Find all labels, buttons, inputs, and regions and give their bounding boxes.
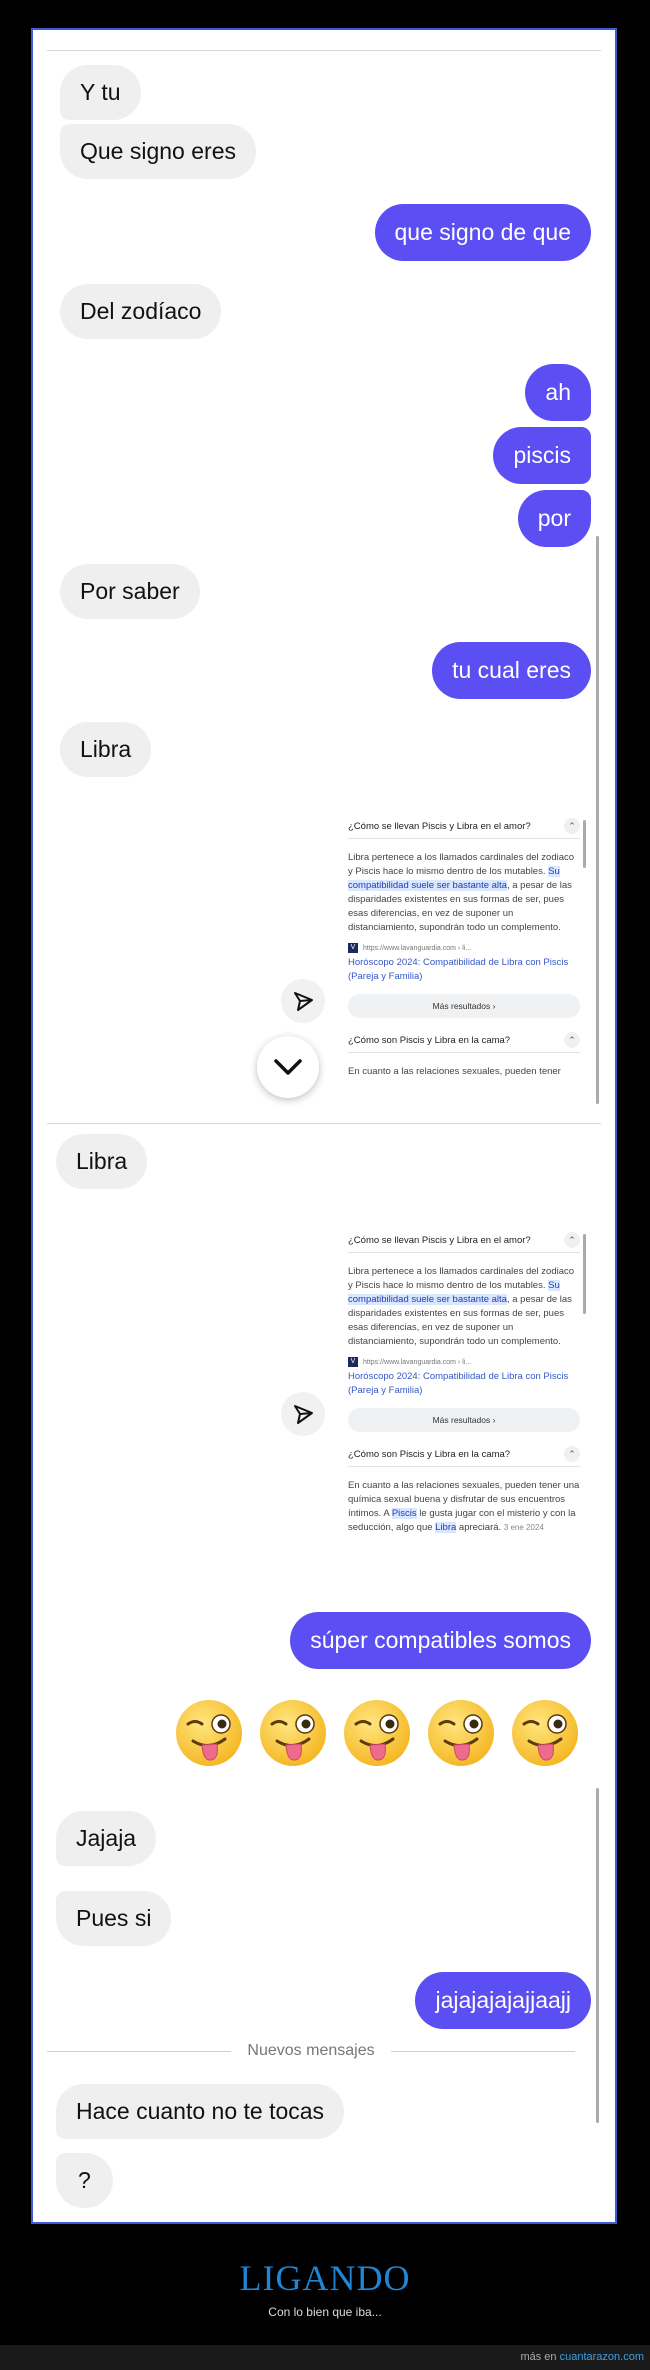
scrollbar[interactable] (596, 1788, 599, 2123)
incoming-message: Hace cuanto no te tocas (56, 2084, 344, 2139)
incoming-message: Pues si (56, 1891, 171, 1946)
divider-label: Nuevos mensajes (247, 2042, 375, 2059)
outgoing-message: piscis (493, 427, 591, 484)
winking-tongue-emoji-icon (257, 1697, 329, 1769)
outgoing-message: ah (525, 364, 591, 421)
share-button[interactable] (281, 979, 325, 1023)
lavanguardia-logo-icon: V (348, 1357, 358, 1367)
site-link[interactable]: cuantarazon.com (559, 2351, 644, 2363)
chevron-down-icon (257, 1036, 319, 1098)
card-link[interactable]: Horóscopo 2024: Compatibilidad de Libra con Piscis (Pareja y Familia) (348, 1371, 569, 1396)
chevron-up-icon[interactable]: ⌃ (564, 1446, 580, 1462)
card-link[interactable]: Horóscopo 2024: Compatibilidad de Libra con Piscis (Pareja y Familia) (348, 957, 569, 982)
winking-tongue-emoji-icon (425, 1697, 497, 1769)
card-question: ¿Cómo son Piscis y Libra en la cama? (348, 1448, 511, 1460)
incoming-message: Del zodíaco (60, 284, 221, 339)
send-icon (281, 1392, 325, 1436)
scrollbar[interactable] (583, 1234, 586, 1314)
shared-search-card[interactable] (348, 814, 580, 1154)
card-answer: Libra pertenece a los llamados cardinales del zodiaco y Piscis hace lo mismo dentro de los mutables. Su compatibilidad suele ser bastante alta, a pesar de las disparidades existentes en sus formas de ser, pues esas diferencias, en vez de suponer un distanciamiento, supondrán todo un complemento. (348, 1266, 575, 1347)
incoming-message: Y tu (60, 65, 141, 120)
card-question: ¿Cómo se llevan Piscis y Libra en el amor? (348, 1234, 531, 1246)
footer-title: LIGANDO (239, 2258, 411, 2298)
more-on-text: más en cuantarazon.com (520, 2351, 644, 2363)
footer-subtitle: Con lo bien que iba... (268, 2305, 382, 2319)
scrollbar[interactable] (583, 820, 586, 868)
shared-search-card[interactable] (348, 1228, 580, 1613)
incoming-message: Jajaja (56, 1811, 156, 1866)
divider (47, 1123, 601, 1124)
chat-screenshot (31, 28, 617, 2224)
card-answer: En cuanto a las relaciones sexuales, pueden tener una química sexual buena y disfrutar de sus encuentros íntimos. A Piscis le gusta jugar con el misterio y con la seducción, algo que Libra apreciará. 3 ene 2024 (348, 1480, 580, 1533)
outgoing-message: que signo de que (375, 204, 592, 261)
new-messages-divider (47, 2041, 575, 2061)
card-question: ¿Cómo son Piscis y Libra en la cama? (348, 1034, 511, 1046)
incoming-message: Que signo eres (60, 124, 256, 179)
winking-tongue-emoji-icon (509, 1697, 581, 1769)
chevron-up-icon[interactable]: ⌃ (564, 818, 580, 834)
more-results-button[interactable]: Más resultados › (348, 1408, 580, 1432)
outgoing-message: tu cual eres (432, 642, 591, 699)
winking-tongue-emoji-icon (173, 1697, 245, 1769)
card-source: V https://www.lavanguardia.com › li... (348, 1357, 580, 1367)
outgoing-message: jajajajajajjaajj (415, 1972, 591, 2029)
lavanguardia-logo-icon: V (348, 943, 358, 953)
card-answer: Libra pertenece a los llamados cardinales del zodiaco y Piscis hace lo mismo dentro de los mutables. Su compatibilidad suele ser bastante alta, a pesar de las disparidades existentes en sus formas de ser, pues esas diferencias, en vez de suponer un distanciamiento, supondrán todo un complemento. (348, 852, 575, 933)
card-source: V https://www.lavanguardia.com › li... (348, 943, 580, 953)
incoming-message: Libra (60, 722, 151, 777)
card-question: ¿Cómo se llevan Piscis y Libra en el amor? (348, 820, 531, 832)
more-results-button[interactable]: Más resultados › (348, 994, 580, 1018)
incoming-message: ? (56, 2153, 113, 2208)
incoming-message: Por saber (60, 564, 200, 619)
card-answer: En cuanto a las relaciones sexuales, pueden tener (348, 1066, 561, 1077)
outgoing-message: por (518, 490, 591, 547)
winking-tongue-emoji-icon (341, 1697, 413, 1769)
share-button[interactable] (281, 1392, 325, 1436)
top-divider (47, 50, 601, 51)
chevron-up-icon[interactable]: ⌃ (564, 1032, 580, 1048)
chevron-up-icon[interactable]: ⌃ (564, 1232, 580, 1248)
incoming-message: Libra (56, 1134, 147, 1189)
scroll-down-button[interactable] (257, 1036, 319, 1098)
outgoing-message: súper compatibles somos (290, 1612, 591, 1669)
send-icon (281, 979, 325, 1023)
scrollbar[interactable] (596, 536, 599, 1104)
footer-bar (0, 2345, 650, 2370)
